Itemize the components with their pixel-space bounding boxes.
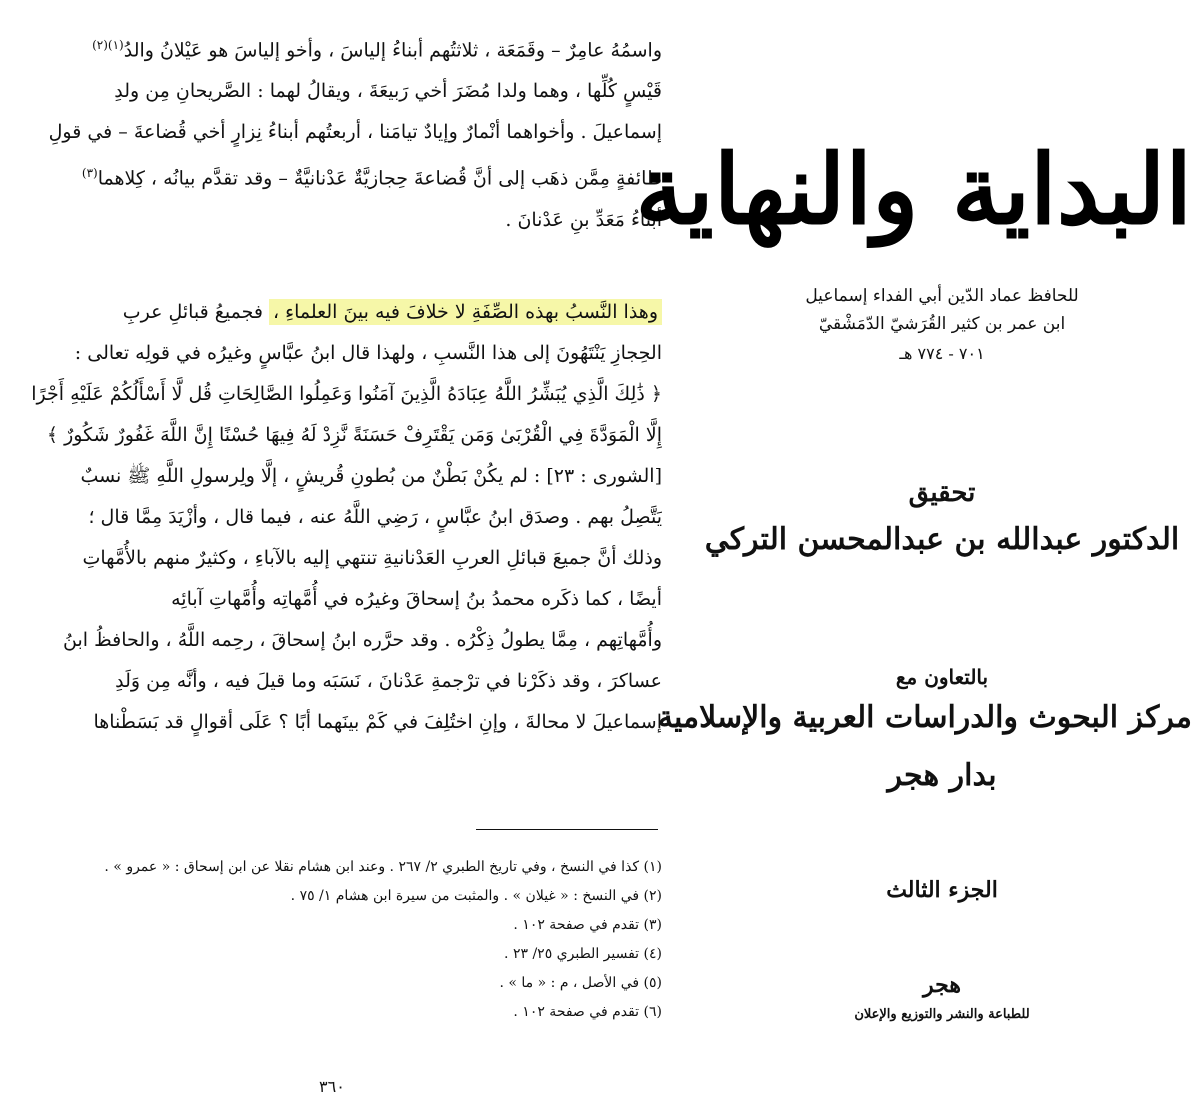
text-line: وأُمَّهاتِهم ، مِمَّا يطولُ ذِكْرُه . وقد حرَّره ابنُ إسحاقَ ، رحِمه اللَّهُ ، والحافظُ ابنُ	[63, 629, 662, 651]
editor-name: الدكتور عبدالله بن عبدالمحسن التركي	[704, 522, 1180, 557]
text-line: عساكرَ ، وقد ذكَرْنا في ترْجمةِ عَدْنانَ ، نَسَبَه وما قيلَ فيه ، وأنَّه مِن وَلَدِ	[115, 670, 662, 692]
collaboration-label: بالتعاون مع	[895, 665, 989, 689]
text-line: أيضًا ، كما ذكَره محمدُ بنُ إسحاقَ وغيرُه في أُمَّهاتِه وأُمَّهاتِ آبائِه	[171, 588, 662, 610]
paragraph-1	[2, 25, 662, 241]
volume-label: الجزء الثالث	[886, 877, 998, 903]
text-fragment: فجميعُ قبائلِ عربِ	[122, 301, 263, 323]
title-page	[635, 0, 1200, 1105]
text-line: إسماعيلَ . وأخواهما أنْمارٌ وإيادٌ تيامَنا ، أربعتُهم أبناءُ نِزارٍ أخي قُضاعةَ – في قولِ	[48, 121, 662, 144]
book-title: البداية والنهاية	[635, 133, 1192, 246]
quran-verse-line: إِلَّا الْمَوَدَّةَ فِي الْقُرْبَىٰ وَمَن يَقْتَرِفْ حَسَنَةً نَّزِدْ لَهُ فِيهَا حُسْنًا إِنَّ اللَّهَ غَفُورٌ شَكُورٌ ﴾	[46, 424, 662, 446]
author-dates: ٧٠١ - ٧٧٤ هـ	[899, 344, 985, 363]
footnote: (٣) تقدم في صفحة ١٠٢ .	[513, 917, 662, 933]
text-line: يَتَّصِلُ بهم . وصدَق ابنُ عبَّاسٍ ، رَضِي اللَّهُ عنه ، فيما قال ، وأزْيَدَ مِمَّا قال ؛	[88, 506, 662, 528]
publisher-logo: هجر	[923, 972, 961, 998]
footnote-divider	[476, 829, 658, 830]
footnote-reference: (٢)	[92, 38, 108, 52]
footnote-reference: (٣)	[81, 166, 98, 181]
text-line: أبناءُ مَعَدِّ بنِ عَدْنانَ .	[505, 208, 662, 231]
text-line: طائفةٍ مِمَّن ذهَب إلى أنَّ قُضاعةَ حِجازيَّةٌ عَدْنانيَّةٌ – وقد تقدَّم بيانُه ، كِلاهما$^{(٣)}$	[81, 166, 662, 190]
footnote: (٢) في النسخ : « غيلان » . والمثبت من سيرة ابن هشام ١/ ٧٥ .	[290, 888, 662, 904]
page-number: ٣٦٠	[319, 1077, 345, 1096]
text-line: إسماعيلَ لا محالةَ ، وإنِ اختُلِفَ في كَمْ بينَهما أبًا ؟ عَلَى أقوالٍ قد بَسَطْناها	[93, 711, 662, 733]
text-line: [الشورى : ٢٣] : لم يكُنْ بَطْنٌ من بُطونِ قُريشٍ ، إلَّا ولِرسولِ اللَّهِ ﷺ نسبٌ	[80, 465, 662, 487]
highlighted-sentence: وهذا النَّسبُ بهذه الصِّفَةِ لا خلافَ فيه بينَ العلماءِ ،	[269, 299, 662, 325]
collaboration-place: بدار هجر	[887, 758, 997, 793]
footnote: (٤) تفسير الطبري ٢٥/ ٢٣ .	[504, 946, 662, 962]
highlighted-line	[2, 292, 662, 333]
footnotes	[2, 853, 662, 1027]
author-line: ابن عمر بن كثير القُرَشيّ الدّمَشْقيّ	[818, 314, 1066, 334]
text-line: الحِجازِ يَنْتَهُونَ إلى هذا النَّسبِ ، ولهذا قال ابنُ عبَّاسٍ وغيرُه في قولِه تعالى :	[74, 342, 662, 364]
text-line: قَيْسٍ كُلِّها ، وهما ولدا مُضَرَ أخي رَبيعَةَ ، ويقالُ لهما : الصَّريحانِ مِن ولدِ	[114, 80, 662, 103]
publisher-description: للطباعة والنشر والتوزيع والإعلان	[854, 1007, 1030, 1022]
footnote: (١) كذا في النسخ ، وفي تاريخ الطبري ٢/ ٢٦٧ . وعند ابن هشام نقلا عن ابن إسحاق : « عمرو » .	[104, 859, 662, 875]
collaboration-center: مركز البحوث والدراسات العربية والإسلامية	[657, 700, 1192, 735]
paragraph-2	[2, 292, 662, 743]
tahqiq-label: تحقيق	[908, 478, 976, 508]
text-line: وذلك أنَّ جميعَ قبائلِ العربِ العَدْنانيةِ تنتهي إليه بالآباءِ ، وكثيرٌ منهم بالأُمَّهاتِ	[82, 547, 662, 569]
footnote: (٥) في الأصل ، م : « ما » .	[499, 975, 662, 991]
text-line: واسمُهُ عامِرٌ – وقَمَعَة ، ثلاثتُهم أبناءُ إلياسَ ، وأخو إلياسَ هو عَيْلانُ والدُ$^{(١)(٢)}$	[92, 38, 662, 62]
quran-verse-line: ﴿ ذَٰلِكَ الَّذِي يُبَشِّرُ اللَّهُ عِبَادَهُ الَّذِينَ آمَنُوا وَعَمِلُوا الصَّالِحَاتِ قُل لَّا أَسْأَلُكُمْ عَلَيْهِ أَجْرًا	[31, 383, 662, 405]
footnote: (٦) تقدم في صفحة ١٠٢ .	[513, 1004, 662, 1020]
footnote-reference: (١)	[107, 38, 124, 52]
author-line: للحافظ عماد الدّين أبي الفداء إسماعيل	[805, 286, 1079, 306]
